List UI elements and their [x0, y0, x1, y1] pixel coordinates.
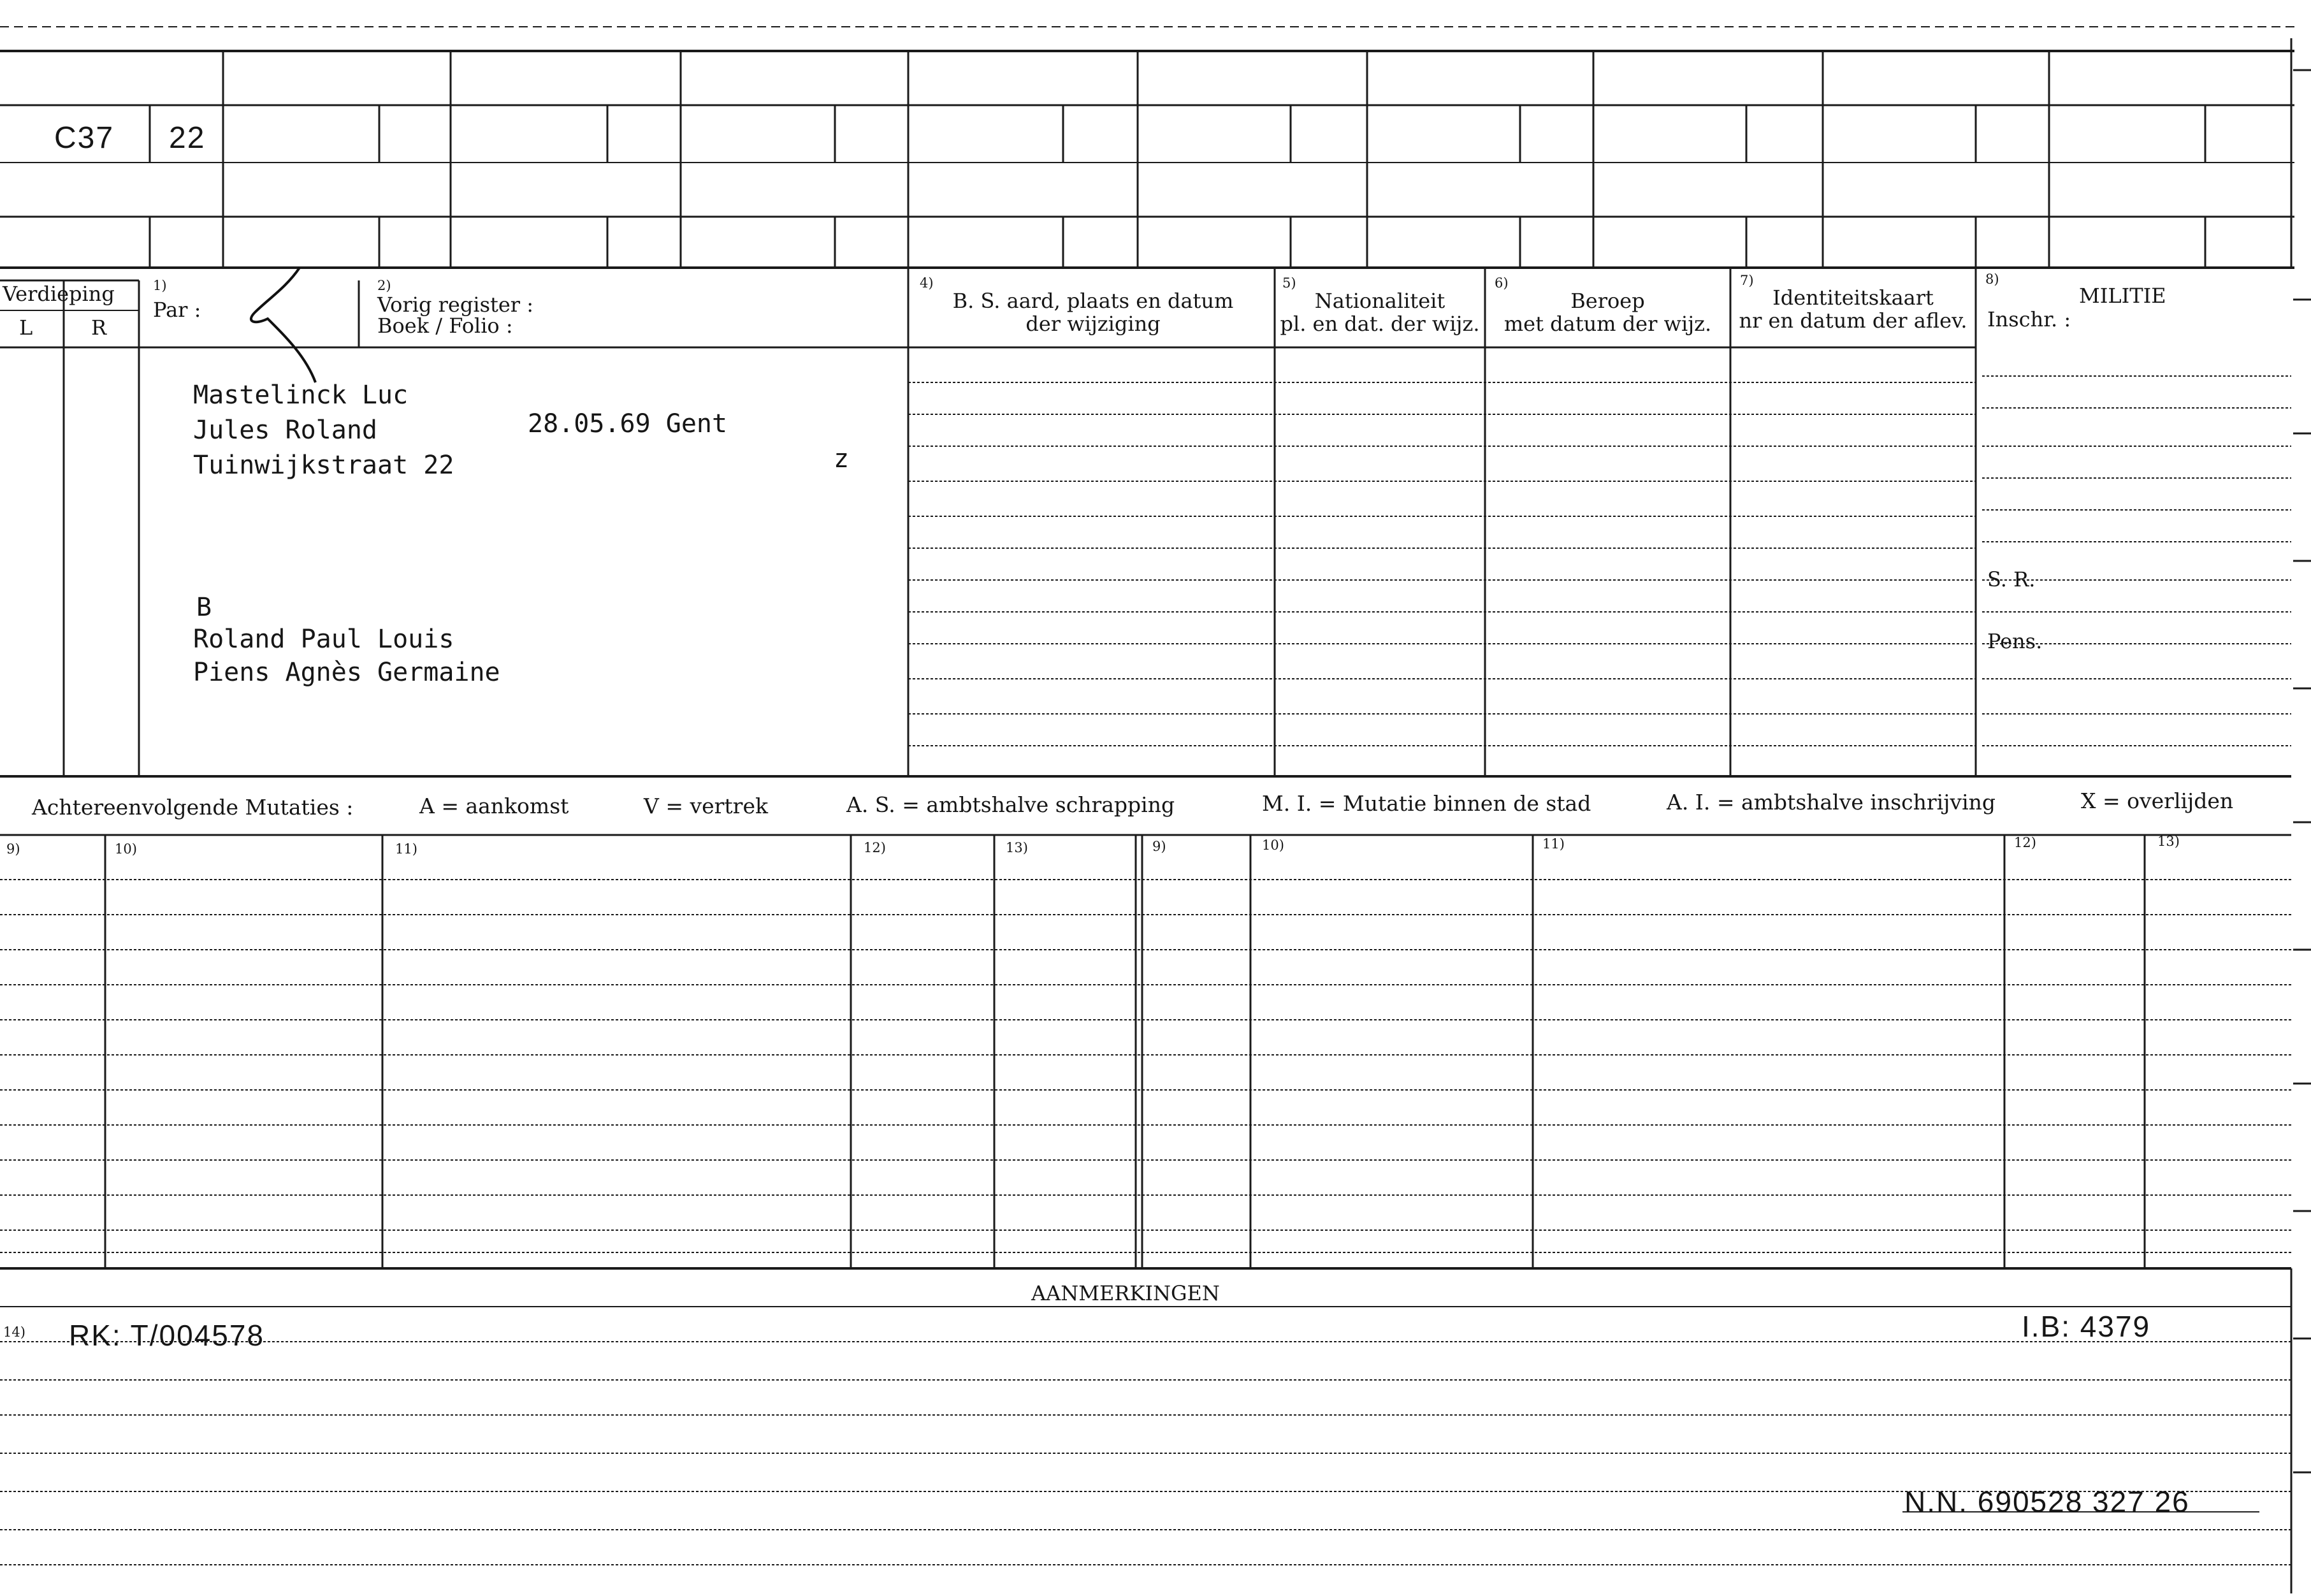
legend-vertrek: V = vertrek — [644, 794, 768, 818]
identiteitskaart-header-line2: nr en datum der aflev. — [1739, 308, 1967, 333]
record-father: Roland Paul Louis — [193, 625, 454, 654]
mut-col-10a: 10) — [115, 841, 137, 857]
par-label: Par : — [153, 298, 201, 322]
beroep-header — [1485, 290, 1730, 336]
identiteitskaart-header — [1730, 287, 1976, 333]
identiteitskaart-num: 7) — [1740, 273, 1754, 288]
mut-col-10b: 10) — [1262, 838, 1284, 853]
nationaliteit-header-line2: pl. en dat. der wijz. — [1280, 311, 1480, 336]
legend-ambtshalve-inschrijving: A. I. = ambtshalve inschrijving — [1667, 790, 1996, 815]
militie-title: MILITIE — [2079, 284, 2166, 308]
militie-sr: S. R. — [1987, 567, 2036, 591]
par-num: 1) — [153, 278, 167, 293]
beroep-num: 6) — [1495, 275, 1509, 291]
nationaliteit-header — [1275, 290, 1485, 336]
beroep-header-line2: met datum der wijz. — [1503, 311, 1712, 336]
handwritten-mark — [251, 268, 315, 382]
mut-col-12b: 12) — [2014, 835, 2036, 850]
militie-pens: Pens. — [1987, 629, 2043, 653]
beroep-header-line1: Beroep — [1570, 289, 1645, 313]
mut-col-13b: 13) — [2157, 834, 2180, 849]
vorig-register-num: 2) — [377, 278, 391, 293]
nationaliteit-num: 5) — [1282, 275, 1296, 291]
bs-header-line2: der wijziging — [1025, 311, 1161, 336]
mut-col-13a: 13) — [1006, 840, 1028, 855]
register-code: C37 — [54, 121, 115, 155]
bs-header-line1: B. S. aard, plaats en datum — [952, 289, 1234, 313]
mut-col-11a: 11) — [395, 841, 417, 857]
record-given-names: Jules Roland — [193, 416, 377, 445]
legend-aankomst: A = aankomst — [419, 794, 569, 818]
verdieping-left: L — [19, 316, 33, 340]
rk-number: RK: T/004578 — [69, 1319, 265, 1352]
legend-overlijden: X = overlijden — [2081, 788, 2234, 813]
legend-ambtshalve-schrapping: A. S. = ambtshalve schrapping — [846, 792, 1175, 817]
mut-col-11b: 11) — [1542, 836, 1565, 852]
record-address: Tuinwijkstraat 22 — [193, 451, 454, 480]
militie-inschr: Inschr. : — [1987, 307, 2071, 331]
vorig-register-label: Vorig register : — [377, 293, 534, 317]
mutaties-legend — [0, 787, 2269, 819]
mut-col-12a: 12) — [864, 840, 886, 855]
boek-folio-label: Boek / Folio : — [377, 314, 513, 338]
ib-number: I.B: 4379 — [2022, 1310, 2151, 1343]
record-mother: Piens Agnès Germaine — [193, 658, 500, 687]
mut-col-9b: 9) — [1152, 839, 1166, 854]
verdieping-label: Verdieping — [3, 282, 115, 306]
record-mark-b: B — [196, 593, 212, 622]
record-name: Mastelinck Luc — [193, 381, 409, 410]
legend-mutatie-binnen-stad: M. I. = Mutatie binnen de stad — [1262, 791, 1591, 816]
bs-num: 4) — [920, 275, 934, 291]
militie-num: 8) — [1985, 272, 1999, 287]
mut-col-9a: 9) — [6, 841, 20, 857]
national-number: N.N. 690528 327 26 — [1904, 1485, 2190, 1518]
record-mark-z: z — [834, 444, 850, 474]
mutaties-label: Achtereenvolgende Mutaties : — [32, 795, 354, 820]
register-number: 22 — [169, 121, 206, 155]
aanmerkingen-title: AANMERKINGEN — [1031, 1281, 1220, 1305]
verdieping-right: R — [91, 316, 107, 340]
aanmerkingen-num: 14) — [3, 1324, 25, 1340]
identiteitskaart-header-line1: Identiteitskaart — [1772, 286, 1934, 310]
nationaliteit-header-line1: Nationaliteit — [1314, 289, 1445, 313]
bs-header — [915, 290, 1271, 336]
record-birth: 28.05.69 Gent — [528, 409, 728, 439]
